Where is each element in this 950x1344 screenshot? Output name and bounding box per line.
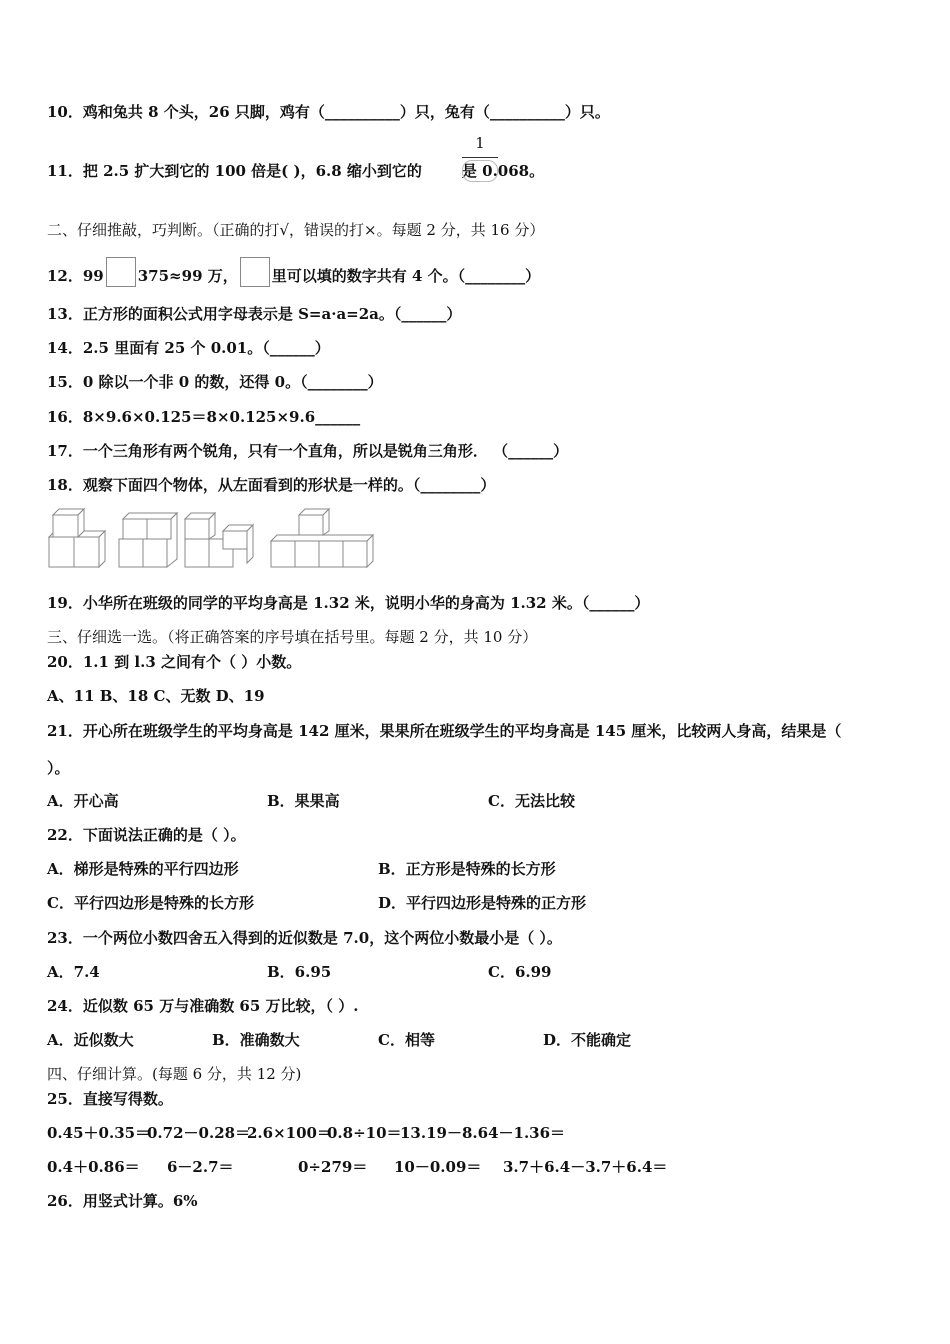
cube-figure-2	[119, 513, 177, 567]
question-26: 26．用竖式计算。6%	[47, 1192, 198, 1210]
section-2-title: 二、仔细推敲，巧判断。（正确的打√，错误的打×。每题 2 分，共 16 分）	[47, 221, 545, 239]
blank-box	[106, 257, 136, 287]
q24-option-c: C．相等	[378, 1031, 435, 1049]
question-11-tail: 是 0.068。	[461, 162, 545, 180]
calc-item: 0.45＋0.35＝	[47, 1124, 151, 1142]
q24-option-d: D．不能确定	[543, 1031, 632, 1049]
fraction-numerator: 1	[475, 134, 485, 152]
calc-item: 0.72－0.28＝	[147, 1124, 251, 1142]
q21-option-b: B．果果高	[267, 792, 340, 810]
section-4-title: 四、仔细计算。(每题 6 分，共 12 分)	[47, 1065, 302, 1083]
question-19: 19．小华所在班级的同学的平均身高是 1.32 米，说明小华的身高为 1.32 米。（______）	[47, 594, 650, 612]
question-13: 13．正方形的面积公式用字母表示是 S=a·a=2a。（______）	[47, 305, 462, 323]
question-23: 23．一个两位小数四舍五入得到的近似数是 7.0，这个两位小数最小是（ ）。	[47, 929, 562, 947]
q22-option-c: C．平行四边形是特殊的长方形	[47, 894, 254, 912]
question-21-continued: ）。	[47, 759, 70, 777]
q23-option-c: C．6.99	[488, 963, 552, 981]
q21-option-c: C．无法比较	[488, 792, 575, 810]
fraction	[462, 134, 498, 152]
cube-figure-3	[185, 513, 253, 567]
question-22: 22．下面说法正确的是（ ）。	[47, 826, 246, 844]
calc-item: 2.6×100＝	[247, 1124, 332, 1142]
q21-option-a: A．开心高	[47, 792, 119, 810]
question-20: 20．1.1 到 l.3 之间有个（ ）小数。	[47, 653, 302, 671]
cube-figures	[45, 507, 375, 577]
calc-item: 0÷279＝	[298, 1158, 368, 1176]
question-24: 24．近似数 65 万与准确数 65 万比较，（ ）.	[47, 997, 359, 1015]
question-10: 10．鸡和兔共 8 个头，26 只脚，鸡有（__________）只，兔有（__________）只。	[47, 103, 610, 121]
cube-figure-1	[49, 509, 105, 567]
blank-box	[240, 257, 270, 287]
question-18: 18．观察下面四个物体，从左面看到的形状是一样的。（________）	[47, 476, 496, 494]
question-17: 17．一个三角形有两个锐角，只有一个直角，所以是锐角三角形． （______）	[47, 442, 569, 460]
question-12-part2: 375≈99 万，	[137, 267, 238, 285]
calc-item: 0.4＋0.86＝	[47, 1158, 140, 1176]
question-11-text: 11．把 2.5 扩大到它的 100 倍是( )，6.8 缩小到它的	[47, 162, 422, 180]
question-25: 25．直接写得数。	[47, 1090, 173, 1108]
fraction-bar	[462, 157, 498, 158]
question-12	[47, 257, 540, 287]
question-16: 16．8×9.6×0.125＝8×0.125×9.6______	[47, 408, 361, 426]
question-21: 21．开心所在班级学生的平均身高是 142 厘米，果果所在班级学生的平均身高是 145 厘米，比较两人身高，结果是（	[47, 722, 842, 740]
q22-option-d: D．平行四边形是特殊的正方形	[378, 894, 587, 912]
q24-option-a: A．近似数大	[47, 1031, 134, 1049]
q22-option-a: A．梯形是特殊的平行四边形	[47, 860, 239, 878]
question-15: 15．0 除以一个非 0 的数，还得 0。（________）	[47, 373, 383, 391]
calc-item: 10－0.09＝	[394, 1158, 482, 1176]
calc-item: 13.19－8.64－1.36＝	[400, 1124, 566, 1142]
q23-option-a: A．7.4	[47, 963, 100, 981]
question-20-options: A、11 B、18 C、无数 D、19	[47, 687, 265, 705]
q24-option-b: B．准确数大	[212, 1031, 300, 1049]
section-3-title: 三、仔细选一选。（将正确答案的序号填在括号里。每题 2 分，共 10 分）	[47, 628, 538, 646]
calc-item: 0.8÷10＝	[327, 1124, 402, 1142]
q23-option-b: B．6.95	[267, 963, 332, 981]
calc-item: 6－2.7＝	[167, 1158, 234, 1176]
q22-option-b: B．正方形是特殊的长方形	[378, 860, 556, 878]
cube-figure-4	[271, 509, 373, 567]
question-12-part3: 里可以填的数字共有 4 个。（________）	[271, 267, 541, 285]
fraction-denominator-blank	[462, 160, 498, 182]
calc-item: 3.7＋6.4－3.7＋6.4＝	[503, 1158, 668, 1176]
question-14: 14．2.5 里面有 25 个 0.01。（______）	[47, 339, 330, 357]
question-12-part1: 12．99	[47, 267, 104, 285]
